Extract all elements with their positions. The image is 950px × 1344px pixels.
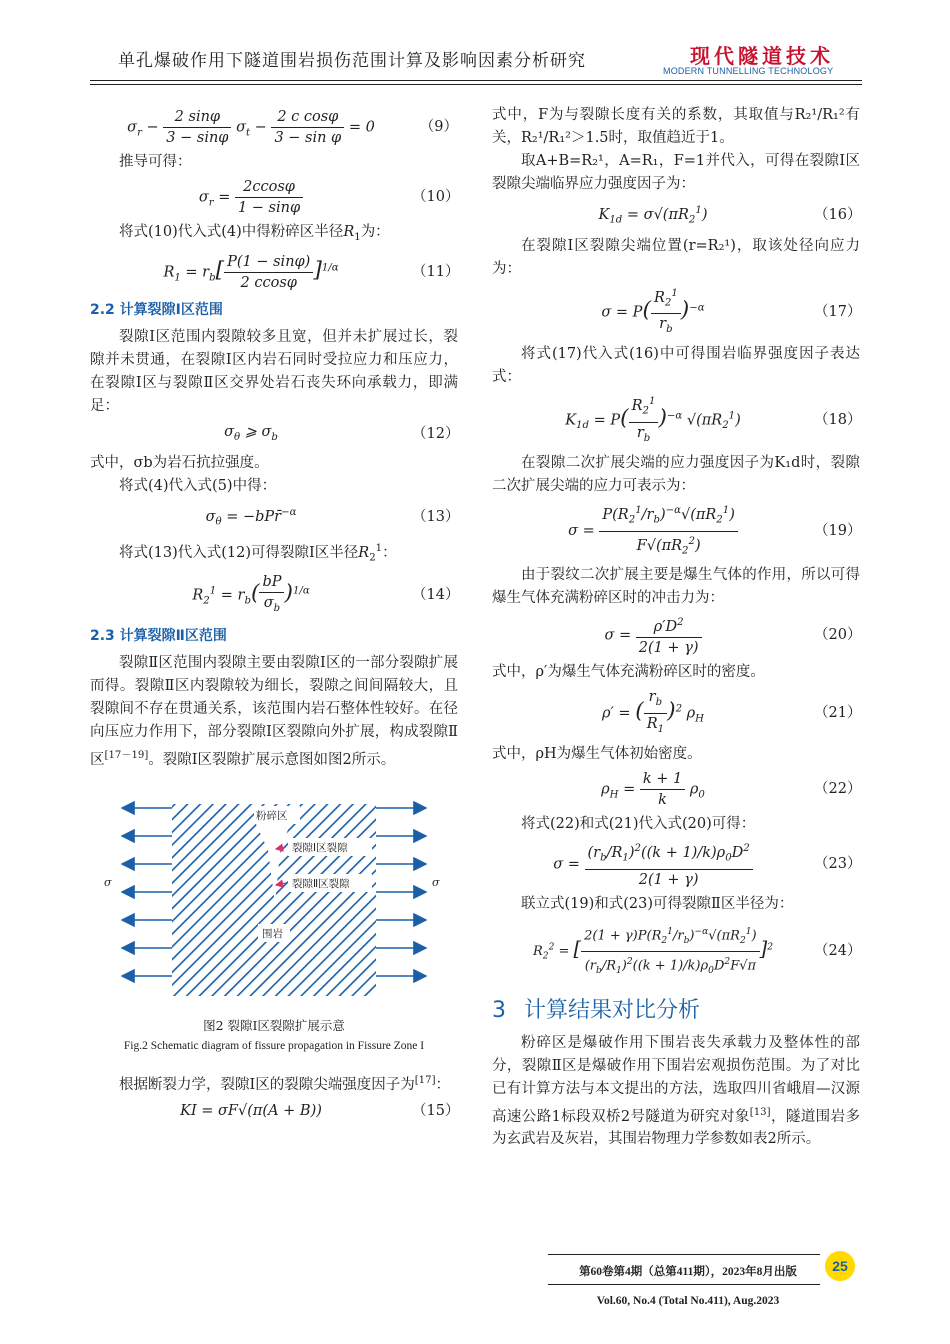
footer bbox=[548, 1258, 828, 1316]
header-rule bbox=[90, 80, 862, 81]
left-arrows bbox=[122, 808, 172, 976]
rock-label: 围岩 bbox=[262, 927, 283, 940]
paragraph: 由于裂纹二次扩展主要是爆生气体的作用，所以可得爆生气体充满粉碎区时的冲击力为： bbox=[492, 567, 860, 607]
right-arrows bbox=[376, 808, 426, 976]
equation-12: $\sigma_\theta$ ⩾ $\sigma_b$ （12） bbox=[90, 421, 458, 449]
paragraph: 在裂隙二次扩展尖端的应力强度因子为K₁d时，裂隙二次扩展尖端的应力可表示为： bbox=[492, 454, 860, 494]
paragraph: 粉碎区是爆破作用下围岩丧失承载力及整体性的部分，裂隙Ⅱ区是爆破作用下围岩宏观损伤范围。为了对比已有计算方法与本文提出的方法，选取四川省峨眉—汉源高速公路1标段双桥2号隧道为研究对象[13]，隧道围岩多为玄武岩及灰岩，其围岩物理力学参数如表2所示。 bbox=[492, 1034, 860, 1148]
fissure-diagram bbox=[90, 786, 458, 998]
right-column bbox=[492, 104, 860, 1151]
figure-caption: 图2 裂隙Ⅰ区裂隙扩展示意 bbox=[203, 1017, 345, 1033]
paragraph: 推导可得： bbox=[119, 154, 192, 170]
paragraph: 联立式(19)和式(23)可得裂隙Ⅱ区半径为： bbox=[521, 895, 794, 912]
header-rule-2 bbox=[90, 84, 862, 85]
equation-15: KI = σF√(π(A + B)) （15） bbox=[90, 1100, 458, 1123]
equation-10: $\sigma_r$ = $\frac{2ccos\varphi}{1 - \sin\varphi}$ （10） bbox=[198, 179, 460, 216]
paragraph: 裂隙Ⅰ区范围内裂隙较多且宽，但并未扩展过长，裂隙并未贯通，在裂隙Ⅰ区内岩石同时受拉应力和压应力，在裂隙Ⅰ区与裂隙Ⅱ区交界处岩石丧失环向承载力，即满足： bbox=[90, 328, 458, 414]
paragraph: 式中，F为与裂隙长度有关的系数，其取值与R₂¹/R₁²有关，R₂¹/R₁²＞1.5时，取值趋近于1。 bbox=[492, 107, 860, 146]
equation-14: $R_2^1 = r_b$( $\frac{bP}{\sigma_b}$ )$^{1/\alpha}$ （14） bbox=[90, 572, 458, 619]
paragraph: 根据断裂力学，裂隙Ⅰ区的裂隙尖端强度因子为[17]： bbox=[119, 1074, 451, 1093]
left-column bbox=[90, 104, 458, 1126]
equation-number: （10） bbox=[412, 189, 460, 205]
equation-22: $\rho_H$ = $\frac{k + 1}{k}$ $\rho_0$ （22） bbox=[601, 770, 862, 808]
footer-rule bbox=[548, 1254, 820, 1255]
sigma-right-label: σ bbox=[432, 875, 440, 889]
section-heading-2-3: 2.3 计算裂隙Ⅱ区范围 bbox=[90, 628, 227, 645]
equation-11: $R_1 = r_b$[ $\frac{P(1 - \sin\varphi)}{2 ccos\varphi}$ ]$^{1/\alpha}$ （11） bbox=[163, 253, 460, 291]
paragraph: 式中，ρH为爆生气体初始密度。 bbox=[492, 745, 702, 762]
zone2-label: 裂隙Ⅱ区裂隙 bbox=[292, 877, 350, 890]
figure-caption-en: Fig.2 Schematic diagram of fissure propagation in Fissure Zone I bbox=[123, 1039, 425, 1052]
equation-number: （21） bbox=[814, 705, 862, 722]
equation-19: σ = $\frac{P(R_2^1/r_b)^{-\alpha}√(\pi R_2^1)}{F√(\pi R_2^2)}$ （19） bbox=[492, 501, 860, 561]
equation-number: （14） bbox=[412, 587, 460, 604]
page-number: 25 bbox=[825, 1251, 855, 1281]
section-heading-2-2: 2.2 计算裂隙Ⅰ区范围 bbox=[90, 301, 223, 318]
journal-name-en: MODERN TUNNELLING TECHNOLOGY bbox=[663, 66, 834, 76]
equation-number: （20） bbox=[814, 627, 862, 644]
paragraph: 裂隙Ⅱ区范围内裂隙主要由裂隙Ⅰ区的一部分裂隙扩展而得。裂隙Ⅱ区内裂隙较为细长，裂隙之间间隔较大，且裂隙间不存在贯通关系，该范围内岩石整体性较好。在径向压应力作用下，部分裂隙Ⅰ区裂隙向外扩展，构成裂隙Ⅱ区[17－19]。裂隙Ⅰ区裂隙扩展示意图如图2所示。 bbox=[90, 655, 458, 768]
running-title: 单孔爆破作用下隧道围岩损伤范围计算及影响因素分析研究 bbox=[118, 51, 586, 71]
equation-21: ρ′ = ( $\frac{r_b}{R_1}$ )$^2$ $\rho_H$ （21） bbox=[492, 687, 860, 740]
issue-en: Vol.60, No.4 (Total No.411), Aug.2023 bbox=[596, 1295, 780, 1307]
equation-23: σ = $\frac{(r_b/R_1)^2((k + 1)/k)\rho_0D^2}{2(1 + \gamma)}$ （23） bbox=[553, 842, 862, 888]
sigma-left-label: σ bbox=[104, 875, 112, 889]
equation-number: （11） bbox=[412, 263, 460, 280]
equation-number: （22） bbox=[814, 780, 862, 797]
equation-number: （15） bbox=[412, 1102, 460, 1119]
paragraph: 将式(13)代入式(12)可得裂隙Ⅰ区半径$R_2^1$： bbox=[119, 542, 397, 564]
equation-17: σ = P( $\frac{R_2^1}{r_b}$ )$^{-\alpha}$ （17） bbox=[492, 284, 860, 341]
equation-24: $R_2^2$ = [ $\frac{2(1 + \gamma)P(R_2^1/r_b)^{-\alpha}√(\pi R_2^1)}{(r_b/R_1)^2((k + 1)/k)\rho_0D^2F√\pi}$ ]$^2$ （24） bbox=[492, 922, 860, 981]
paragraph: 将式(10)代入式(4)中得粉碎区半径$R_1$为： bbox=[119, 224, 390, 243]
paragraph: 式中，ρ′为爆生气体充满粉碎区时的密度。 bbox=[492, 664, 765, 681]
journal-name: 现代隧道技术 bbox=[690, 44, 834, 68]
paragraph: 将式(17)代入式(16)中可得围岩临界强度因子表达式： bbox=[492, 346, 860, 386]
issue-cn: 第60卷第4期（总第411期），2023年8月出版 bbox=[579, 1266, 797, 1278]
paragraph: 将式(4)代入式(5)中得： bbox=[119, 477, 277, 494]
equation-number: （18） bbox=[814, 412, 862, 429]
zone1-label: 裂隙Ⅰ区裂隙 bbox=[292, 841, 348, 854]
equation-number: （19） bbox=[814, 522, 862, 539]
section-heading-3: 3 计算结果对比分析 bbox=[492, 997, 701, 1023]
equation-18: $K_{1d} = P$( $\frac{R_2^1}{r_b}$ )$^{-\alpha}$ $√(\pi R_2^1)$ （18） bbox=[492, 392, 860, 449]
paragraph: 取A+B=R₂¹，A=R₁，F=1并代入，可得在裂隙Ⅰ区裂隙尖端临界应力强度因子为： bbox=[492, 153, 860, 192]
paragraph: 式中，σb为岩石抗拉强度。 bbox=[90, 454, 269, 471]
figure-2 bbox=[90, 786, 458, 1057]
footer-rule-2 bbox=[548, 1284, 820, 1285]
equation-number: （13） bbox=[412, 508, 460, 525]
equation-number: （16） bbox=[814, 206, 862, 223]
equation-number: （24） bbox=[814, 942, 862, 959]
crush-zone-label: 粉碎区 bbox=[256, 809, 288, 822]
equation-13: $\sigma_\theta$ = −bPr̄$^{-\alpha}$ （13） bbox=[205, 506, 460, 528]
equation-9: $\sigma_r$ − $\frac{2 \sin\varphi}{3 - \sin\varphi}$ $\sigma_t$ − $\frac{\text{2 c cosφ}}{\text{3 − sin φ}}$ = 0 （9） bbox=[127, 109, 458, 146]
equation-number: （9） bbox=[419, 119, 458, 135]
equation-number: （23） bbox=[814, 855, 862, 872]
equation-16: $K_{1d} = \sigma√(\pi R_2^1)$ （16） bbox=[598, 205, 862, 226]
equation-20: σ = $\frac{\rho'D^2}{2(1 + \gamma)}$ （20） bbox=[604, 617, 862, 657]
paragraph: 将式(22)和式(21)代入式(20)可得： bbox=[521, 815, 756, 832]
paragraph: 在裂隙Ⅰ区裂隙尖端位置(r=R₂¹)，取该处径向应力为： bbox=[492, 237, 860, 277]
equation-number: （17） bbox=[814, 303, 862, 320]
equation-number: （12） bbox=[412, 426, 460, 443]
